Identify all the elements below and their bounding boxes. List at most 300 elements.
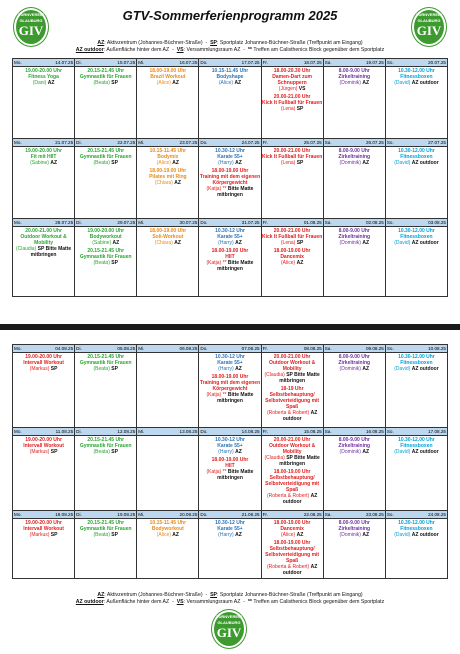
day-header	[13, 345, 75, 353]
event-location: SP Bitte Matte mitbringen	[279, 455, 320, 467]
day-cell	[261, 67, 323, 139]
event-trainer: (Beata)	[93, 160, 110, 166]
event-trainer: (David)	[394, 449, 411, 455]
event-trainer-line	[262, 260, 323, 266]
event-time: 18.00-19.00 Uhr	[211, 168, 249, 174]
event-entry	[75, 353, 136, 373]
event-trainer-line	[13, 449, 74, 455]
event-time: 18.00-19.00 Uhr	[149, 228, 187, 234]
event-name: Fitnessboxen	[400, 154, 433, 160]
event-name: Kick It Fußball für Frauen	[261, 154, 323, 160]
event-trainer: (Dominik)	[339, 532, 361, 538]
day-header	[75, 219, 137, 227]
event-time: 10.30-12.00 Uhr	[398, 228, 435, 234]
event-trainer: (Dominik)	[339, 80, 361, 86]
event-name: HIIT	[225, 463, 235, 469]
event-time: 10.30-12 Uhr	[215, 228, 245, 234]
event-location: Bitte Matte mitbringen	[217, 469, 254, 481]
day-name: Mi.	[138, 346, 145, 351]
day-date: 24.08.25	[428, 512, 446, 517]
event-entry	[386, 227, 447, 247]
day-date: 10.08.25	[428, 346, 446, 351]
day-cell	[323, 67, 385, 139]
event-name: Zirkeltraining	[338, 74, 371, 80]
event-entry	[199, 247, 260, 273]
day-header	[75, 511, 137, 519]
event-location: AZ	[362, 449, 369, 455]
day-cell	[75, 436, 137, 511]
event-trainer-line	[199, 366, 260, 372]
event-entry	[324, 353, 385, 373]
event-location: AZ outdoor	[411, 160, 439, 166]
event-time: 18.00-19.00 Uhr	[273, 540, 311, 546]
day-date: 23.08.25	[365, 512, 384, 517]
event-time: 20.15-21.45 Uhr	[87, 68, 125, 74]
event-entry	[262, 227, 323, 247]
event-name: Zirkeltraining	[338, 443, 371, 449]
event-location: AZ outdoor	[282, 410, 318, 422]
day-name: Mi.	[138, 429, 145, 434]
event-name: Outdoor Workout & Mobility	[268, 443, 316, 455]
event-time: 19.00-20.00 Uhr	[25, 520, 62, 526]
event-location: SP Bitte Matte mitbringen	[279, 372, 320, 384]
legend-key-sp: SP	[210, 592, 218, 598]
event-trainer-line	[75, 366, 136, 372]
day-name: Do.	[200, 140, 208, 145]
legend-key-vs: VS	[176, 47, 184, 53]
event-location: SP Bitte Matte mitbringen	[30, 246, 72, 258]
event-location: AZ	[362, 366, 369, 372]
event-name: Pilates mit Ring	[149, 174, 187, 180]
event-time: 20.15-21.45 Uhr	[87, 248, 125, 254]
legend-key-sp: SP	[210, 40, 218, 46]
day-cell	[13, 147, 75, 219]
event-entry	[137, 147, 198, 167]
event-trainer-line	[262, 372, 323, 384]
event-location: Bitte Matte mitbringen	[217, 186, 254, 198]
day-date: 28.07.25	[55, 220, 74, 225]
event-location: AZ	[235, 532, 242, 538]
event-entry	[324, 147, 385, 167]
day-name: Fr.	[262, 346, 268, 351]
day-header	[323, 59, 385, 67]
event-trainer-line	[324, 80, 385, 86]
day-cell	[137, 436, 199, 511]
event-entry	[75, 247, 136, 267]
event-trainer-line	[386, 240, 447, 246]
day-date: 11.08.25	[55, 429, 74, 434]
event-trainer: (Dominik)	[339, 366, 361, 372]
event-trainer: (Sabine)	[30, 160, 49, 166]
day-header	[199, 219, 261, 227]
event-location: AZ outdoor	[411, 240, 439, 246]
day-date: 27.07.25	[428, 140, 446, 145]
day-header	[13, 511, 75, 519]
day-date: 14.07.25	[55, 60, 74, 65]
legend-val-stars: Treffen am Calisthenics Block gegenüber dem Sportplatz	[253, 599, 385, 605]
event-entry	[386, 353, 447, 373]
event-trainer: (Sabine)	[92, 240, 112, 246]
event-trainer: (Beata)	[93, 366, 110, 372]
event-trainer-line	[324, 240, 385, 246]
event-trainer-line	[199, 392, 260, 404]
event-trainer-line	[137, 160, 198, 166]
event-entry	[324, 519, 385, 539]
day-date: 07.08.25	[241, 346, 260, 351]
event-time: 10.15-11.45 Uhr	[149, 148, 187, 154]
event-name: Karate 55+	[217, 526, 243, 532]
event-location: AZ	[172, 160, 179, 166]
day-cell	[13, 227, 75, 297]
day-header	[385, 345, 447, 353]
day-header	[75, 139, 137, 147]
event-name: Dancemix	[280, 254, 304, 260]
event-trainer-line	[13, 80, 74, 86]
event-entry	[199, 167, 260, 199]
event-entry	[262, 353, 323, 385]
event-trainer-line	[262, 160, 323, 166]
day-header	[13, 139, 75, 147]
legend-val-az: : Aktivzentrum (Johannes-Büchner-Straße)	[104, 592, 203, 598]
event-time: 20.15-21.45 Uhr	[87, 520, 125, 526]
event-time: 10.15-11.45 Uhr	[211, 68, 249, 74]
event-trainer-line	[13, 532, 74, 538]
event-name: Karate 55+	[217, 154, 243, 160]
day-cell	[199, 436, 261, 511]
day-header	[75, 428, 137, 436]
event-time: 20.00-21.00 Uhr	[273, 354, 311, 360]
event-time: 20.15-21.45 Uhr	[87, 148, 125, 154]
event-time: 10.15-11.45 Uhr	[149, 520, 187, 526]
event-location: AZ outdoor	[411, 80, 439, 86]
event-name: Outdoor Workout & Mobility	[268, 360, 316, 372]
event-trainer-line	[75, 240, 136, 246]
event-location: AZ	[234, 80, 242, 86]
event-entry	[75, 436, 136, 456]
schedule-table-page1	[12, 58, 448, 297]
event-trainer-line	[386, 80, 447, 86]
event-location: Bitte Matte mitbringen	[217, 260, 254, 272]
event-time: 20.00-21.00 Uhr	[273, 94, 311, 100]
week-header-row	[13, 139, 448, 147]
day-date: 01.08.25	[303, 220, 322, 225]
day-header	[261, 511, 323, 519]
day-name: Mi.	[138, 220, 145, 225]
day-header	[199, 428, 261, 436]
event-name: Gymnastik für Frauen	[79, 74, 132, 80]
event-time: 10.30-12 Uhr	[215, 437, 245, 443]
day-cell	[323, 436, 385, 511]
event-trainer-line	[262, 564, 323, 576]
event-trainer-line	[262, 455, 323, 467]
day-date: 09.08.25	[365, 346, 384, 351]
week-body-row	[13, 353, 448, 428]
event-location: AZ	[362, 160, 369, 166]
day-date: 22.07.25	[117, 140, 136, 145]
event-time: 18.00-19.00 Uhr	[211, 457, 249, 463]
day-cell	[199, 227, 261, 297]
event-entry	[137, 227, 198, 247]
event-entry	[199, 436, 260, 456]
day-header	[137, 59, 199, 67]
day-date: 15.07.25	[117, 60, 136, 65]
day-cell	[13, 436, 75, 511]
day-cell	[75, 147, 137, 219]
event-entry	[262, 468, 323, 506]
day-name: Sa.	[324, 512, 332, 517]
day-cell	[323, 147, 385, 219]
event-time: 10.30-12.00 Uhr	[398, 68, 435, 74]
day-date: 16.08.25	[365, 429, 384, 434]
day-header	[385, 219, 447, 227]
event-name: Selbstbehauptung/ Selbstverteidigung mit Spaß	[265, 392, 320, 410]
event-trainer: (Alice)	[156, 80, 171, 86]
event-time: 19.00-20.00 Uhr	[87, 228, 125, 234]
day-date: 18.07.25	[303, 60, 322, 65]
event-entry	[262, 519, 323, 539]
legend-key-az: AZ	[97, 592, 105, 598]
day-date: 03.08.25	[428, 220, 446, 225]
event-time: 8.00-9.00 Uhr	[338, 437, 370, 443]
day-name: Do.	[200, 429, 208, 434]
event-location: SP	[111, 532, 118, 538]
event-name: HIIT	[225, 254, 235, 260]
week-body-row	[13, 519, 448, 579]
event-location: AZ	[362, 532, 369, 538]
day-date: 19.07.25	[365, 60, 384, 65]
event-entry	[75, 227, 136, 247]
day-name: Fr.	[262, 60, 268, 65]
day-header	[261, 59, 323, 67]
event-location: AZ	[235, 160, 242, 166]
event-name: Intervall Workout	[23, 360, 64, 366]
event-time: 18.00-19.00 Uhr	[149, 68, 187, 74]
day-name: Di.	[76, 429, 82, 434]
event-entry	[262, 67, 323, 93]
day-header	[137, 511, 199, 519]
day-date: 17.07.25	[241, 60, 260, 65]
event-trainer: (Beata)	[93, 80, 110, 86]
day-header	[75, 345, 137, 353]
day-date: 19.08.25	[117, 512, 136, 517]
event-location: AZ	[362, 80, 369, 86]
legend-val-stars: Treffen am Calisthenics Block gegenüber dem Sportplatz	[253, 47, 385, 53]
event-trainer: (Chiara)	[154, 180, 173, 186]
event-trainer: (Katja) **	[206, 469, 227, 475]
event-location: AZ	[47, 80, 55, 86]
day-header	[261, 428, 323, 436]
event-name: Zirkeltraining	[338, 526, 371, 532]
day-name: Sa.	[324, 140, 332, 145]
day-cell	[385, 436, 447, 511]
event-entry	[137, 167, 198, 187]
event-trainer-line	[199, 260, 260, 272]
event-trainer: (Roberta & Robert)	[266, 410, 310, 416]
event-location: SP	[111, 449, 118, 455]
event-trainer: (Harry)	[218, 366, 234, 372]
page-title: GTV-Sommerferienprogramm 2025	[122, 8, 338, 23]
event-location: AZ outdoor	[282, 564, 318, 576]
event-trainer: (David)	[394, 160, 411, 166]
day-date: 08.08.25	[303, 346, 322, 351]
legend-bottom: AZ: Aktivzentrum (Johannes-Büchner-Straße) - SP: Sportplatz Johannes-Büchner-Straße (Treffpunkt am Eingang) AZ outdoor: Außenfläche hinter dem AZ - VS: Versammlungsraum AZ - ** Treffen am Calisthenics Block gegenüber dem Sportplatz	[75, 592, 385, 605]
event-trainer: (Harry)	[218, 449, 234, 455]
event-name: Fit mit HIIT	[30, 154, 57, 160]
event-trainer: (David)	[394, 240, 411, 246]
event-trainer-line	[137, 532, 198, 538]
day-cell	[137, 353, 199, 428]
event-trainer-line	[199, 160, 260, 166]
day-date: 23.07.25	[179, 140, 198, 145]
event-name: Brazil Workout	[150, 74, 186, 80]
day-name: Mo.	[14, 346, 22, 351]
event-location: AZ outdoor	[282, 493, 318, 505]
event-location: SP	[50, 532, 58, 538]
day-cell	[13, 353, 75, 428]
event-name: Fitnessboxen	[400, 360, 433, 366]
day-cell	[13, 519, 75, 579]
week-header-row	[13, 219, 448, 227]
event-entry	[13, 436, 74, 456]
day-cell	[323, 519, 385, 579]
week-body-row	[13, 147, 448, 219]
event-trainer: (David)	[394, 366, 411, 372]
event-location: AZ	[296, 532, 304, 538]
event-name: Bodymix	[157, 154, 179, 160]
event-trainer-line	[324, 532, 385, 538]
legend-val-az-outdoor: : Außenfläche hinter dem AZ	[103, 599, 170, 605]
day-cell	[137, 519, 199, 579]
day-header	[13, 59, 75, 67]
event-trainer-line	[324, 366, 385, 372]
event-trainer-line	[13, 160, 74, 166]
legend-top: AZ: Aktivzentrum (Johannes-Büchner-Straße) - SP: Sportplatz Johannes-Büchner-Straße (Treffpunkt am Eingang) AZ outdoor: Außenfläche hinter dem AZ - VS: Versammlungsraum AZ - ** Treffen am Calisthenics Block gegenüber dem Sportplatz	[75, 40, 385, 53]
event-trainer-line	[13, 366, 74, 372]
day-name: So.	[386, 512, 394, 517]
day-name: Fr.	[262, 140, 268, 145]
event-name: Soli-Workout	[152, 234, 184, 240]
day-date: 21.08.25	[241, 512, 260, 517]
event-trainer-line	[324, 449, 385, 455]
event-time: 19.00-20.00 Uhr	[25, 354, 62, 360]
event-entry	[386, 519, 447, 539]
event-name: Training mit dem eigenen Körpergewicht	[199, 380, 261, 392]
event-location: AZ outdoor	[411, 532, 439, 538]
event-location: SP	[296, 240, 304, 246]
event-entry	[199, 227, 260, 247]
week-body-row	[13, 227, 448, 297]
event-trainer: (Dominik)	[339, 449, 361, 455]
event-name: Zirkeltraining	[338, 234, 371, 240]
event-location: SP	[111, 80, 118, 86]
day-name: Mo.	[14, 220, 22, 225]
day-name: Do.	[200, 60, 208, 65]
legend-val-sp: : Sportplatz Johannes-Büchner-Straße (Treffpunkt am Eingang)	[217, 40, 363, 46]
event-name: Dancemix	[280, 526, 304, 532]
event-name: Intervall Workout	[23, 526, 64, 532]
event-entry	[13, 519, 74, 539]
day-name: Fr.	[262, 512, 268, 517]
event-time: 10.30-12 Uhr	[215, 520, 245, 526]
event-time: 18.00-19.00 Uhr	[273, 469, 311, 475]
event-time: 8.00-9.00 Uhr	[338, 228, 370, 234]
event-trainer: (Lena)	[280, 160, 296, 166]
day-cell	[261, 436, 323, 511]
legend-val-az: : Aktivzentrum (Johannes-Büchner-Straße)	[104, 40, 203, 46]
event-entry	[262, 385, 323, 423]
event-entry	[13, 147, 74, 167]
event-trainer-line	[199, 186, 260, 198]
event-entry	[199, 456, 260, 482]
event-entry	[262, 93, 323, 113]
day-header	[137, 345, 199, 353]
event-name: Damen-Dart zum Schnuppern	[272, 74, 312, 86]
day-name: Di.	[76, 60, 82, 65]
event-trainer-line	[386, 366, 447, 372]
event-trainer-line	[13, 246, 74, 258]
event-trainer: (David)	[394, 532, 411, 538]
event-trainer: (Harry)	[218, 532, 234, 538]
event-time: 18-19 Uhr	[280, 386, 304, 392]
day-header	[323, 511, 385, 519]
day-cell	[199, 353, 261, 428]
schedule-table-page2	[12, 344, 448, 579]
week-header-row	[13, 345, 448, 353]
event-name: Fitnessboxen	[400, 526, 433, 532]
legend-key-az-outdoor: AZ outdoor	[75, 47, 104, 53]
event-location: AZ	[50, 160, 58, 166]
event-trainer-line	[137, 180, 198, 186]
event-entry	[262, 147, 323, 167]
day-header	[385, 139, 447, 147]
day-header	[261, 139, 323, 147]
day-name: Sa.	[324, 220, 332, 225]
club-logo-bottom: TURNVEREIN GLAUBURG GIV	[212, 610, 246, 648]
event-time: 20.00-21.00 Uhr	[273, 148, 311, 154]
event-entry	[137, 67, 198, 87]
day-date: 04.08.25	[55, 346, 74, 351]
day-name: Sa.	[324, 60, 332, 65]
event-location: Bitte Matte mitbringen	[217, 392, 254, 404]
legend-val-vs: : Versammlungsraum AZ	[183, 47, 241, 53]
event-trainer: (Claudia)	[264, 372, 285, 378]
event-trainer-line	[262, 86, 323, 92]
day-header	[385, 428, 447, 436]
event-location: SP	[296, 160, 304, 166]
event-location: AZ outdoor	[411, 449, 439, 455]
day-cell	[385, 147, 447, 219]
event-name: Selbstbehauptung/ Selbstverteidigung mit Spaß	[265, 546, 320, 564]
event-location: VS	[298, 86, 306, 92]
event-location: SP	[111, 260, 118, 266]
event-trainer: (Lena)	[280, 106, 296, 112]
event-location: SP	[111, 366, 118, 372]
week-header-row	[13, 511, 448, 519]
event-entry	[137, 519, 198, 539]
event-time: 18.00-20.30 Uhr	[273, 68, 311, 74]
event-time: 19.00-20.00 Uhr	[25, 68, 62, 74]
day-cell	[137, 227, 199, 297]
event-name: Bodyworkout	[151, 526, 184, 532]
day-name: Mi.	[138, 60, 145, 65]
event-entry	[386, 67, 447, 87]
event-time: 10.30-12.00 Uhr	[398, 148, 435, 154]
day-date: 24.07.25	[241, 140, 260, 145]
day-cell	[323, 227, 385, 297]
event-time: 18.00-19.00 Uhr	[273, 520, 311, 526]
day-cell	[199, 519, 261, 579]
event-time: 8.00-9.00 Uhr	[338, 68, 370, 74]
